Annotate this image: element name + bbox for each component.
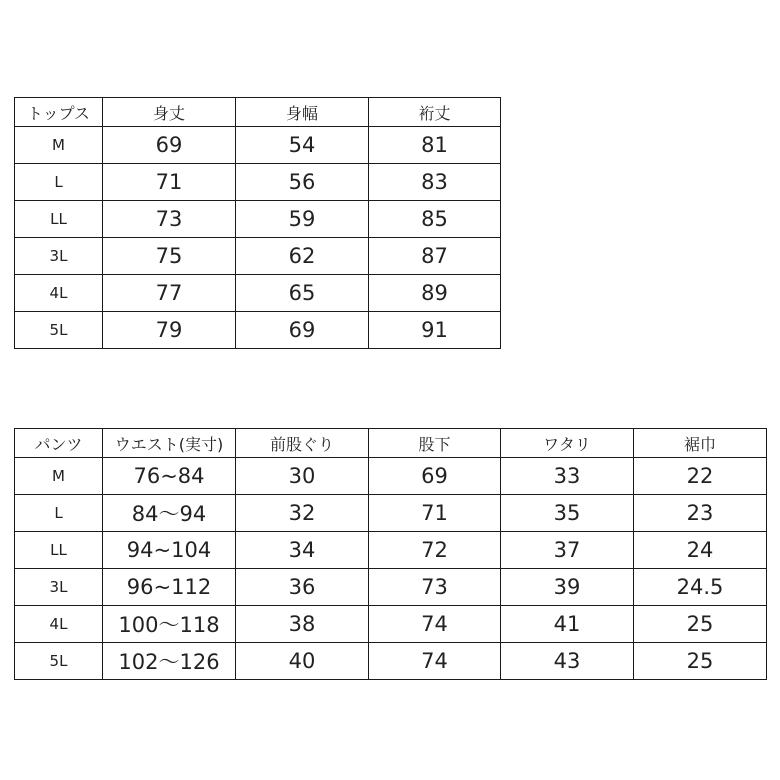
tops-header-row [15,98,501,127]
table-cell: 71 [369,495,501,532]
table-cell: 33 [501,458,634,495]
size-label: 3L [15,569,103,606]
table-cell: 23 [634,495,767,532]
pants-header-hem-width: 裾巾 [634,429,767,458]
size-label: LL [15,201,103,238]
pants-header-waist: ウエスト(実寸) [103,429,236,458]
table-cell: 36 [236,569,369,606]
table-cell: 94~104 [103,532,236,569]
table-row [15,201,501,238]
table-row [15,643,767,680]
pants-header-front-rise: 前股ぐり [236,429,369,458]
table-cell: 41 [501,606,634,643]
pants-header-category: パンツ [15,429,103,458]
tops-size-table [14,97,501,349]
table-cell: 83 [369,164,501,201]
table-cell: 34 [236,532,369,569]
table-cell: 59 [236,201,369,238]
tops-header-sleeve: 裄丈 [369,98,501,127]
table-cell: 74 [369,606,501,643]
table-cell: 77 [103,275,236,312]
pants-header-thigh: ワタリ [501,429,634,458]
table-row [15,458,767,495]
table-cell: 37 [501,532,634,569]
table-cell: 38 [236,606,369,643]
pants-header-inseam: 股下 [369,429,501,458]
size-label: M [15,458,103,495]
table-row [15,312,501,349]
table-cell: 71 [103,164,236,201]
table-cell: 81 [369,127,501,164]
table-row [15,569,767,606]
size-label: L [15,164,103,201]
table-cell: 72 [369,532,501,569]
table-cell: 54 [236,127,369,164]
tops-header-category: トップス [15,98,103,127]
table-row [15,127,501,164]
pants-header-row [15,429,767,458]
table-cell: 100〜118 [103,606,236,643]
table-cell: 73 [369,569,501,606]
table-cell: 76~84 [103,458,236,495]
size-label: LL [15,532,103,569]
size-label: 5L [15,312,103,349]
table-row [15,532,767,569]
table-cell: 24.5 [634,569,767,606]
table-cell: 40 [236,643,369,680]
size-label: 4L [15,275,103,312]
table-cell: 35 [501,495,634,532]
table-cell: 24 [634,532,767,569]
table-cell: 25 [634,606,767,643]
table-cell: 69 [103,127,236,164]
table-cell: 56 [236,164,369,201]
table-cell: 22 [634,458,767,495]
table-row [15,275,501,312]
table-cell: 89 [369,275,501,312]
table-cell: 91 [369,312,501,349]
table-cell: 102〜126 [103,643,236,680]
table-cell: 65 [236,275,369,312]
table-cell: 69 [236,312,369,349]
table-cell: 39 [501,569,634,606]
table-cell: 43 [501,643,634,680]
table-cell: 73 [103,201,236,238]
size-label: 5L [15,643,103,680]
size-label: 4L [15,606,103,643]
table-cell: 62 [236,238,369,275]
table-row [15,606,767,643]
table-row [15,164,501,201]
table-cell: 96~112 [103,569,236,606]
size-label: L [15,495,103,532]
table-cell: 85 [369,201,501,238]
table-cell: 74 [369,643,501,680]
size-label: 3L [15,238,103,275]
pants-size-table [14,428,767,680]
table-cell: 69 [369,458,501,495]
table-row [15,495,767,532]
table-cell: 32 [236,495,369,532]
table-cell: 30 [236,458,369,495]
table-row [15,238,501,275]
table-cell: 25 [634,643,767,680]
tops-header-width: 身幅 [236,98,369,127]
tops-header-length: 身丈 [103,98,236,127]
table-cell: 79 [103,312,236,349]
table-cell: 87 [369,238,501,275]
table-cell: 75 [103,238,236,275]
size-label: M [15,127,103,164]
table-cell: 84〜94 [103,495,236,532]
